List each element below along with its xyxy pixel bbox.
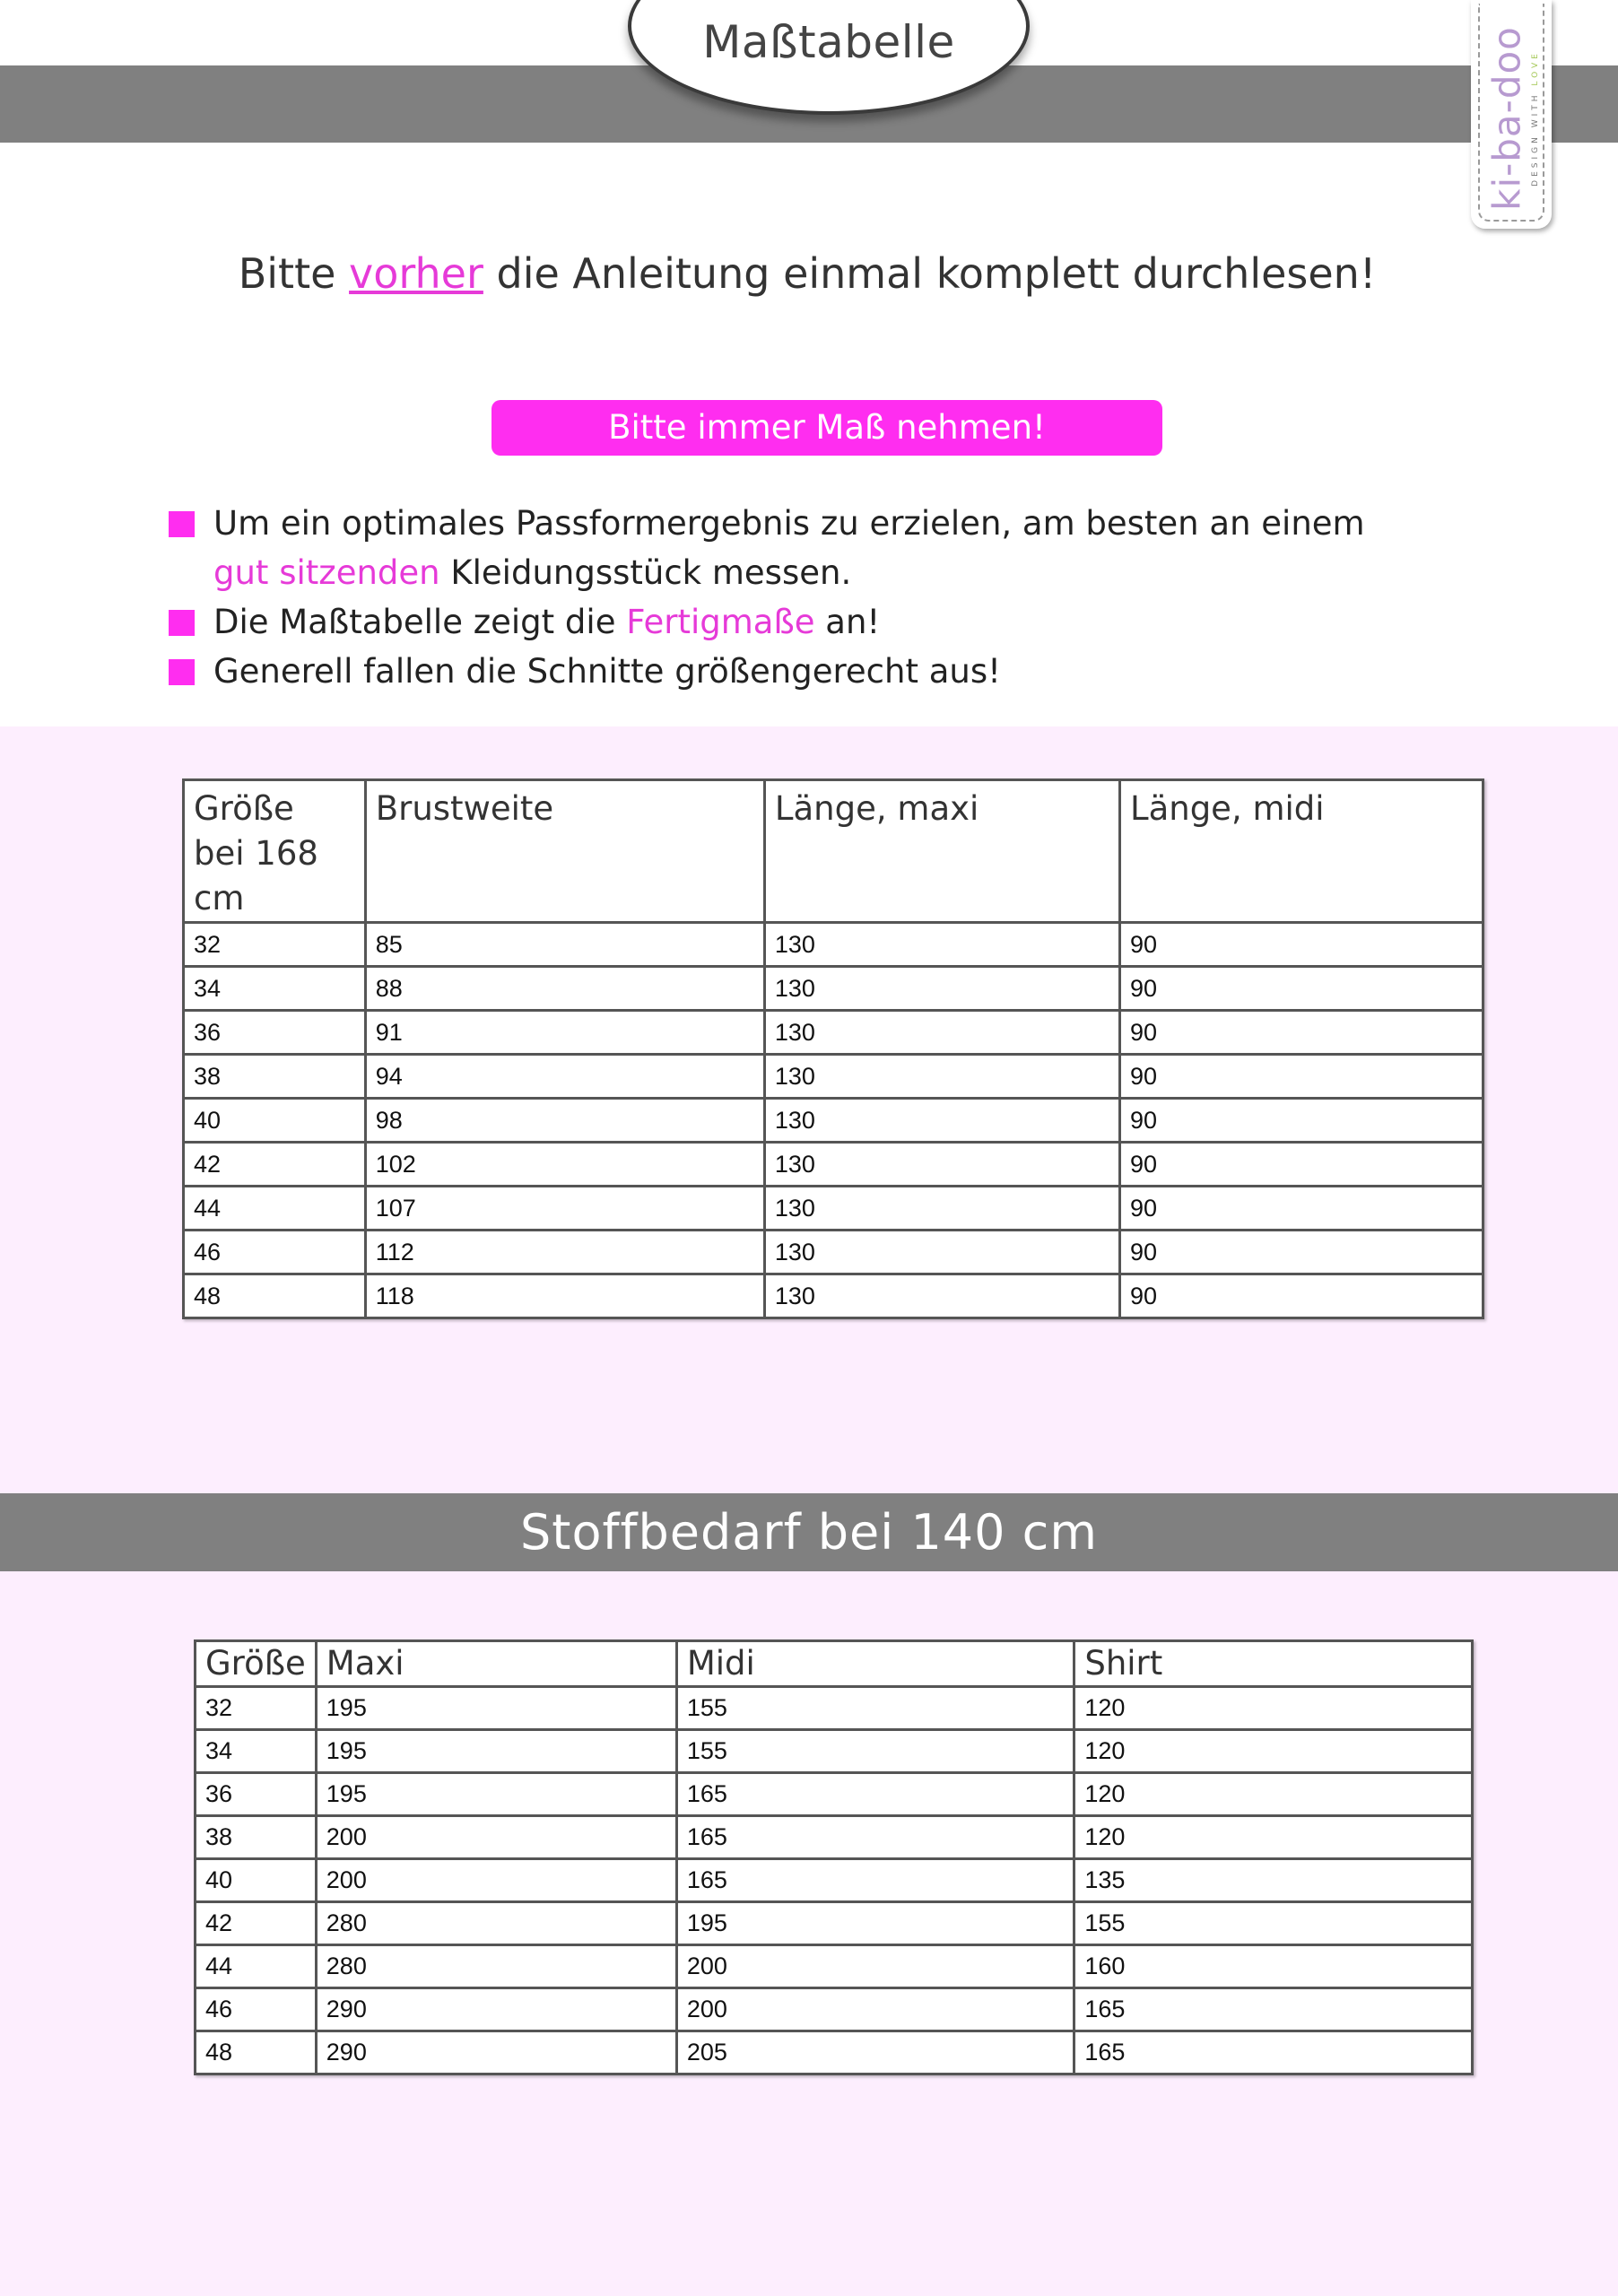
header-length-maxi: Länge, maxi (764, 780, 1119, 923)
cell-maxi: 290 (316, 1988, 676, 2031)
table-row (196, 1859, 1473, 1902)
cell-size: 48 (196, 2031, 317, 2074)
cell-maxi: 290 (316, 2031, 676, 2074)
brand-tagline (1531, 50, 1540, 187)
cell-midi: 165 (676, 1773, 1074, 1816)
bullet-text: Kleidungsstück messen. (439, 553, 852, 592)
table-header-row (196, 1641, 1473, 1687)
bullet-item (169, 647, 1424, 696)
cell-midi: 200 (676, 1988, 1074, 2031)
cell-shirt: 155 (1074, 1902, 1473, 1945)
cell-size: 34 (196, 1730, 317, 1773)
cell-length-maxi: 130 (764, 1274, 1119, 1318)
cell-size: 46 (196, 1988, 317, 2031)
cell-length-maxi: 130 (764, 1055, 1119, 1099)
cell-length-maxi: 130 (764, 1099, 1119, 1143)
cell-maxi: 200 (316, 1816, 676, 1859)
cell-maxi: 195 (316, 1730, 676, 1773)
cell-length-maxi: 130 (764, 1143, 1119, 1187)
bullet-text: Um ein optimales Passformergebnis zu erzielen, am besten an einem (213, 504, 1365, 543)
page-title: Maßtabelle (702, 16, 955, 68)
cell-size: 46 (184, 1231, 366, 1274)
cell-length-maxi: 130 (764, 967, 1119, 1011)
cell-midi: 165 (676, 1816, 1074, 1859)
table-row (196, 1816, 1473, 1859)
cell-size: 36 (184, 1011, 366, 1055)
cell-chest: 85 (365, 923, 764, 967)
table-row (184, 1011, 1483, 1055)
bullet-item (169, 499, 1424, 548)
cell-chest: 112 (365, 1231, 764, 1274)
bullet-square-icon (169, 659, 195, 685)
cell-chest: 102 (365, 1143, 764, 1187)
cell-size: 36 (196, 1773, 317, 1816)
cell-length-midi: 90 (1119, 967, 1483, 1011)
cell-size: 44 (196, 1945, 317, 1988)
cell-length-midi: 90 (1119, 1099, 1483, 1143)
table-row (184, 1231, 1483, 1274)
cell-size: 40 (184, 1099, 366, 1143)
cell-length-midi: 90 (1119, 1274, 1483, 1318)
cell-chest: 88 (365, 967, 764, 1011)
table-header-row (184, 780, 1483, 923)
table-row (196, 1988, 1473, 2031)
cell-midi: 195 (676, 1902, 1074, 1945)
table-row (184, 1055, 1483, 1099)
bullet-highlight: Fertigmaße (626, 603, 815, 641)
cell-length-maxi: 130 (764, 1231, 1119, 1274)
table-row (184, 1274, 1483, 1318)
cell-maxi: 280 (316, 1902, 676, 1945)
table-row (196, 1902, 1473, 1945)
bullet-text: Generell fallen die Schnitte größengerecht aus! (213, 652, 1001, 691)
cell-chest: 91 (365, 1011, 764, 1055)
cell-maxi: 195 (316, 1687, 676, 1730)
bullet-item (169, 597, 1424, 647)
header-chest: Brustweite (365, 780, 764, 923)
bullet-text: an! (814, 603, 881, 641)
cell-chest: 107 (365, 1187, 764, 1231)
table-row (196, 2031, 1473, 2074)
cell-midi: 200 (676, 1945, 1074, 1988)
table-row (196, 1773, 1473, 1816)
cell-shirt: 160 (1074, 1945, 1473, 1988)
cell-length-midi: 90 (1119, 1055, 1483, 1099)
brand-tagline-love: LOVE (1531, 50, 1540, 86)
brand-tagline-design: DESIGN WITH (1531, 85, 1540, 187)
cell-midi: 165 (676, 1859, 1074, 1902)
cell-size: 38 (196, 1816, 317, 1859)
measure-banner: Bitte immer Maß nehmen! (491, 400, 1162, 456)
cell-size: 44 (184, 1187, 366, 1231)
intro-text (0, 249, 1618, 298)
cell-size: 32 (184, 923, 366, 967)
cell-length-maxi: 130 (764, 1011, 1119, 1055)
fabric-table (194, 1639, 1474, 2075)
table-row (196, 1730, 1473, 1773)
cell-shirt: 120 (1074, 1773, 1473, 1816)
bullet-text: Die Maßtabelle zeigt die (213, 603, 627, 641)
cell-size: 40 (196, 1859, 317, 1902)
table-row (184, 1143, 1483, 1187)
fabric-section-title: Stoffbedarf bei 140 cm (0, 1493, 1618, 1571)
cell-shirt: 165 (1074, 1988, 1473, 2031)
cell-midi: 155 (676, 1730, 1074, 1773)
cell-midi: 155 (676, 1687, 1074, 1730)
cell-size: 32 (196, 1687, 317, 1730)
intro-highlight: vorher (349, 249, 483, 298)
cell-shirt: 120 (1074, 1730, 1473, 1773)
cell-shirt: 120 (1074, 1687, 1473, 1730)
cell-maxi: 200 (316, 1859, 676, 1902)
cell-length-midi: 90 (1119, 1187, 1483, 1231)
cell-size: 42 (184, 1143, 366, 1187)
intro-after: die Anleitung einmal komplett durchlesen! (483, 249, 1377, 298)
cell-maxi: 195 (316, 1773, 676, 1816)
cell-shirt: 165 (1074, 2031, 1473, 2074)
cell-midi: 205 (676, 2031, 1074, 2074)
table-row (196, 1945, 1473, 1988)
bullet-highlight: gut sitzenden (213, 553, 440, 592)
bullet-square-icon (169, 511, 195, 537)
cell-length-maxi: 130 (764, 923, 1119, 967)
cell-shirt: 135 (1074, 1859, 1473, 1902)
header-length-midi: Länge, midi (1119, 780, 1483, 923)
cell-size: 48 (184, 1274, 366, 1318)
header-size: Größe bei 168 cm (184, 780, 366, 923)
bullet-list (169, 499, 1424, 696)
cell-size: 38 (184, 1055, 366, 1099)
cell-chest: 98 (365, 1099, 764, 1143)
cell-length-midi: 90 (1119, 1011, 1483, 1055)
cell-length-midi: 90 (1119, 1143, 1483, 1187)
header-midi: Midi (676, 1641, 1074, 1687)
table-row (184, 967, 1483, 1011)
bullet-square-icon (169, 610, 195, 636)
cell-chest: 118 (365, 1274, 764, 1318)
cell-shirt: 120 (1074, 1816, 1473, 1859)
cell-maxi: 280 (316, 1945, 676, 1988)
size-table (182, 778, 1484, 1319)
cell-size: 42 (196, 1902, 317, 1945)
intro-before: Bitte (238, 249, 350, 298)
header-size: Größe (196, 1641, 317, 1687)
header-shirt: Shirt (1074, 1641, 1473, 1687)
bullet-item-continuation (169, 548, 1424, 597)
header-maxi: Maxi (316, 1641, 676, 1687)
cell-size: 34 (184, 967, 366, 1011)
table-row (196, 1687, 1473, 1730)
cell-length-midi: 90 (1119, 923, 1483, 967)
cell-length-maxi: 130 (764, 1187, 1119, 1231)
table-row (184, 1099, 1483, 1143)
brand-logo: ki-ba-doo (1484, 26, 1529, 211)
table-row (184, 1187, 1483, 1231)
cell-length-midi: 90 (1119, 1231, 1483, 1274)
cell-chest: 94 (365, 1055, 764, 1099)
table-row (184, 923, 1483, 967)
